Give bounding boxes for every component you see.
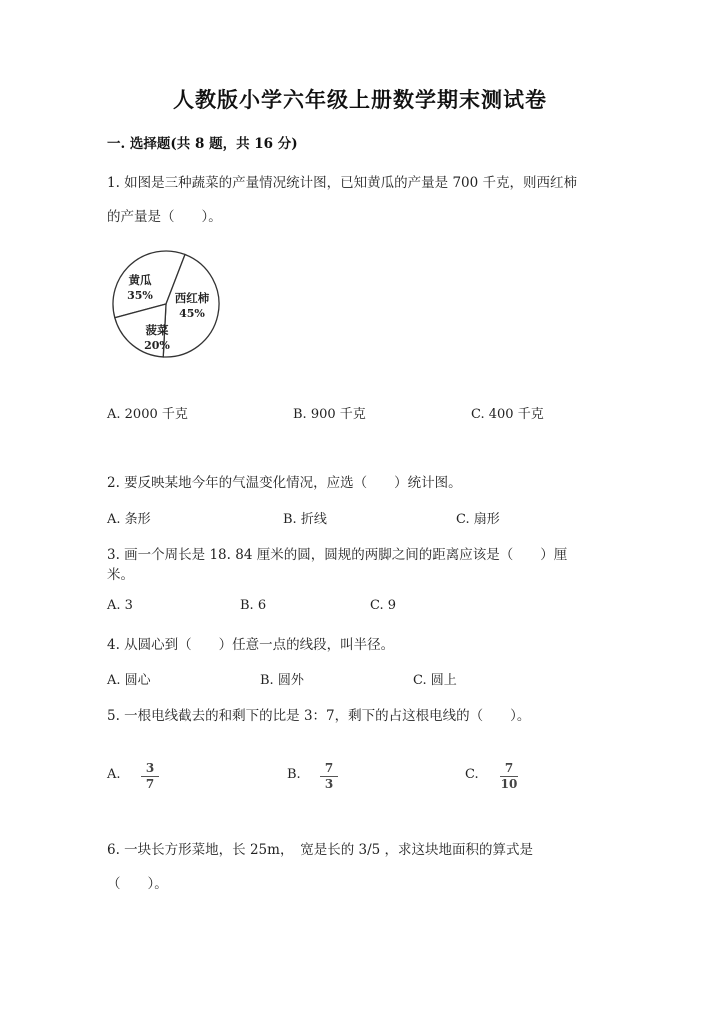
question-4-text: 4. 从圆心到（ ）任意一点的线段，叫半径。: [107, 637, 395, 653]
page-title: 人教版小学六年级上册数学期末测试卷: [173, 87, 547, 112]
question-1-option-b: B. 900 千克: [293, 407, 366, 422]
pie-slice-name: 黄瓜: [128, 273, 152, 287]
pie-slice-percent: 35%: [127, 289, 153, 302]
pie-slice-name: 菠菜: [145, 323, 169, 337]
question-3-option-c: C. 9: [370, 598, 397, 613]
question-3-option-b: B. 6: [240, 598, 267, 613]
fraction-numerator: 7: [324, 761, 334, 775]
question-2-option-c: C. 扇形: [456, 512, 500, 527]
question-5-option-a-fraction: [139, 762, 161, 791]
question-5-text: 5. 一根电线截去的和剩下的比是 3：7，剩下的占这根电线的（ ）。: [107, 708, 531, 724]
question-5-option-c-label: C.: [465, 767, 479, 782]
fraction-numerator: 7: [504, 761, 514, 775]
question-1-option-a: A. 2000 千克: [107, 407, 188, 422]
fraction-numerator: 3: [145, 761, 155, 775]
question-3-line-1: 3. 画一个周长是 18. 84 厘米的圆，圆规的两脚之间的距离应该是（ ）厘: [107, 547, 568, 563]
fraction-denominator: 3: [324, 777, 334, 791]
question-4-option-a: A. 圆心: [107, 673, 151, 688]
section-heading: 一. 选择题(共 8 题，共 16 分): [107, 136, 298, 152]
question-5-option-c-fraction: [498, 762, 520, 791]
question-5-option-a-label: A.: [107, 767, 121, 782]
question-2-option-a: A. 条形: [107, 512, 151, 527]
question-2-text: 2. 要反映某地今年的气温变化情况，应选（ ）统计图。: [107, 475, 462, 491]
fraction-denominator: 7: [145, 777, 155, 791]
pie-slice-percent: 45%: [179, 307, 205, 320]
fraction-denominator: 10: [500, 777, 518, 791]
question-4-option-c: C. 圆上: [413, 673, 457, 688]
question-1-line-1: 1. 如图是三种蔬菜的产量情况统计图，已知黄瓜的产量是 700 千克，则西红柿: [107, 175, 578, 191]
question-6-line-2: （ ）。: [107, 876, 168, 892]
pie-slice-percent: 20%: [144, 339, 170, 352]
question-6-line-1: 6. 一块长方形菜地，长 25m， 宽是长的 3/5 ，求这块地面积的算式是: [107, 842, 534, 858]
question-5-option-b-fraction: [318, 762, 340, 791]
question-5-option-b-label: B.: [287, 767, 301, 782]
question-1-option-c: C. 400 千克: [471, 407, 544, 422]
pie-slice-name: 西红柿: [174, 291, 210, 305]
pie-chart: [110, 248, 222, 360]
question-3-line-2: 米。: [107, 567, 134, 583]
question-4-option-b: B. 圆外: [260, 673, 304, 688]
question-2-option-b: B. 折线: [283, 512, 327, 527]
question-3-option-a: A. 3: [107, 598, 133, 613]
question-1-line-2: 的产量是（ ）。: [107, 209, 222, 225]
